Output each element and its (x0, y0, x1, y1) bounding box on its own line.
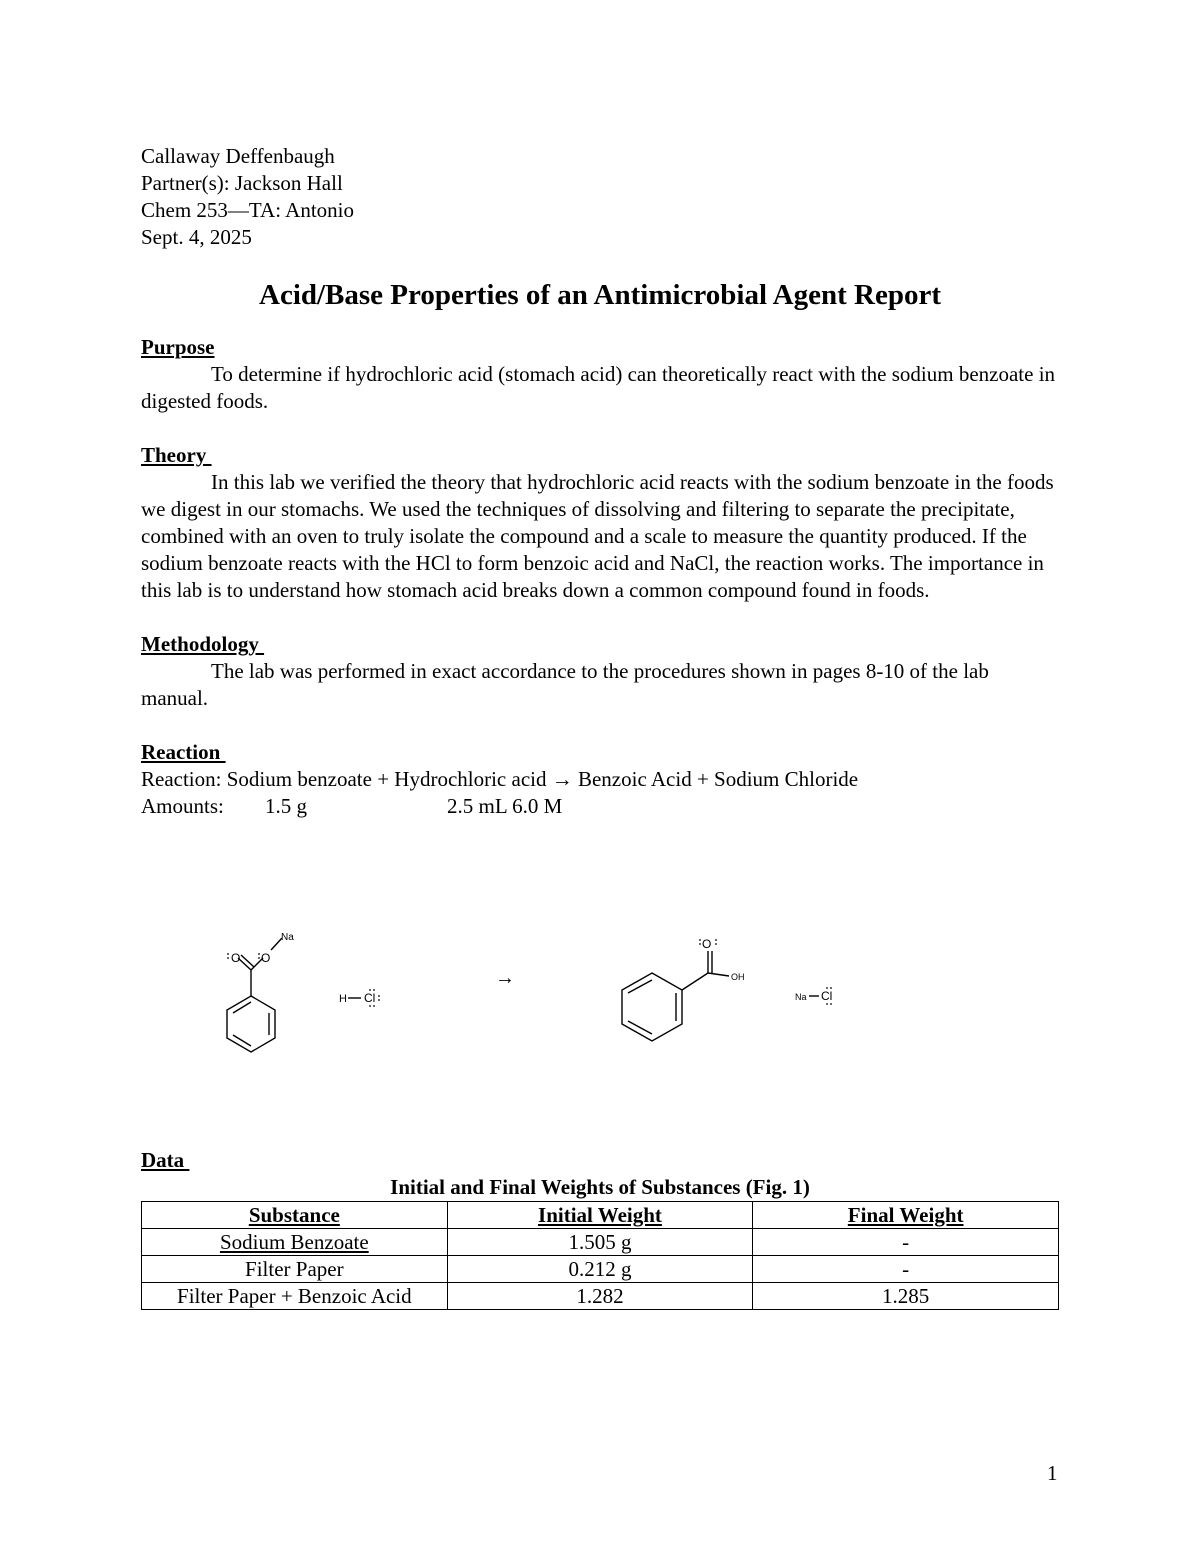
cell-substance: Filter Paper (142, 1256, 448, 1283)
reaction-heading: Reaction (141, 740, 226, 764)
cl-atom-label-1: Cl (364, 991, 376, 1005)
purpose-heading: Purpose (141, 335, 215, 359)
ring-bond-3 (233, 1035, 251, 1046)
benzene-ring-1 (227, 996, 275, 1052)
cell-final-weight: - (753, 1256, 1059, 1283)
theory-text: In this lab we verified the theory that hydrochloric acid reacts with the sodium benzoate in the foods we digest in our stomachs. We used the techniques of dissolving and filtering to separate the precipitate, combined with an oven to truly isolate the compound and a scale to measure the quantity produced. If the sodium benzoate reacts with the HCl to form benzoic acid and NaCl, the reaction works. The importance in this lab is to understand how stomach acid breaks down a common compound found in foods. (141, 470, 1054, 602)
na-atom-label-2: Na (795, 992, 807, 1002)
author-name: Callaway Deffenbaugh (141, 144, 335, 168)
cl-atom-label-2: Cl (821, 989, 833, 1003)
reaction-prefix: Reaction: Sodium benzoate + Hydrochloric acid (141, 767, 552, 791)
ring-bond-6 (628, 1021, 652, 1034)
table-row (142, 1283, 1059, 1310)
cell-substance: Filter Paper + Benzoic Acid (142, 1283, 448, 1310)
o-atom-label-2: O (261, 951, 271, 965)
ring-bond-1 (233, 1002, 251, 1013)
date-line: Sept. 4, 2025 (141, 225, 252, 249)
data-heading: Data (141, 1148, 190, 1172)
course-line: Chem 253—TA: Antonio (141, 198, 354, 222)
theory-heading: Theory (141, 443, 212, 467)
cell-initial-weight: 1.505 g (447, 1229, 753, 1256)
table-row (142, 1256, 1059, 1283)
benzoic-acid-structure (622, 951, 729, 1041)
cell-initial-weight: 1.282 (447, 1283, 753, 1310)
document-page (141, 143, 1059, 1308)
document-header (141, 143, 1059, 251)
methodology-text: The lab was performed in exact accordance to the procedures shown in pages 8-10 of the lab manual. (141, 659, 989, 710)
na-atom-label-1: Na (281, 932, 294, 943)
column-header-final-weight: Final Weight (753, 1202, 1059, 1229)
o-atom-label-3: O (702, 937, 712, 951)
amount-hcl: 2.5 mL 6.0 M (447, 794, 563, 818)
h-atom-label: H (339, 993, 347, 1005)
arrow-icon: → (551, 767, 573, 791)
weights-table (141, 1201, 1059, 1310)
reaction-structures-diagram (141, 918, 1059, 1078)
methodology-section (141, 631, 1059, 712)
report-title: Acid/Base Properties of an Antimicrobial Agent Report (259, 279, 941, 311)
methodology-heading: Methodology (141, 632, 265, 656)
purpose-text: To determine if hydrochloric acid (stomach acid) can theoretically react with the sodium benzoate in digested foods. (141, 362, 1056, 413)
oh-group-label: OH (731, 972, 745, 982)
acid-oh-bond (708, 973, 729, 976)
o-atom-label-1: O (231, 951, 241, 965)
purpose-section (141, 334, 1059, 415)
table-header-row (142, 1202, 1059, 1229)
data-section (141, 1147, 1059, 1310)
acid-bond (682, 973, 708, 990)
theory-section (141, 442, 1059, 604)
table-row (142, 1229, 1059, 1256)
carbonyl-bond-double (241, 955, 254, 967)
cell-final-weight: 1.285 (753, 1283, 1059, 1310)
cell-initial-weight: 0.212 g (447, 1256, 753, 1283)
column-header-initial-weight: Initial Weight (447, 1202, 753, 1229)
column-header-substance: Substance (142, 1202, 448, 1229)
reaction-section (141, 739, 1059, 820)
partners-line: Partner(s): Jackson Hall (141, 171, 343, 195)
cell-final-weight: - (753, 1229, 1059, 1256)
arrow-icon: → (495, 967, 515, 989)
amount-sodium-benzoate: 1.5 g (265, 794, 307, 818)
reaction-amounts (141, 793, 1059, 820)
reaction-equation (141, 766, 1059, 793)
cell-substance: Sodium Benzoate (142, 1229, 448, 1256)
amounts-label: Amounts: (141, 794, 224, 818)
table-caption: Initial and Final Weights of Substances (Fig. 1) (390, 1175, 810, 1199)
reaction-suffix: Benzoic Acid + Sodium Chloride (572, 767, 859, 791)
ring-bond-4 (628, 980, 652, 993)
page-number: 1 (1047, 1461, 1058, 1485)
benzene-ring-2 (622, 973, 682, 1041)
